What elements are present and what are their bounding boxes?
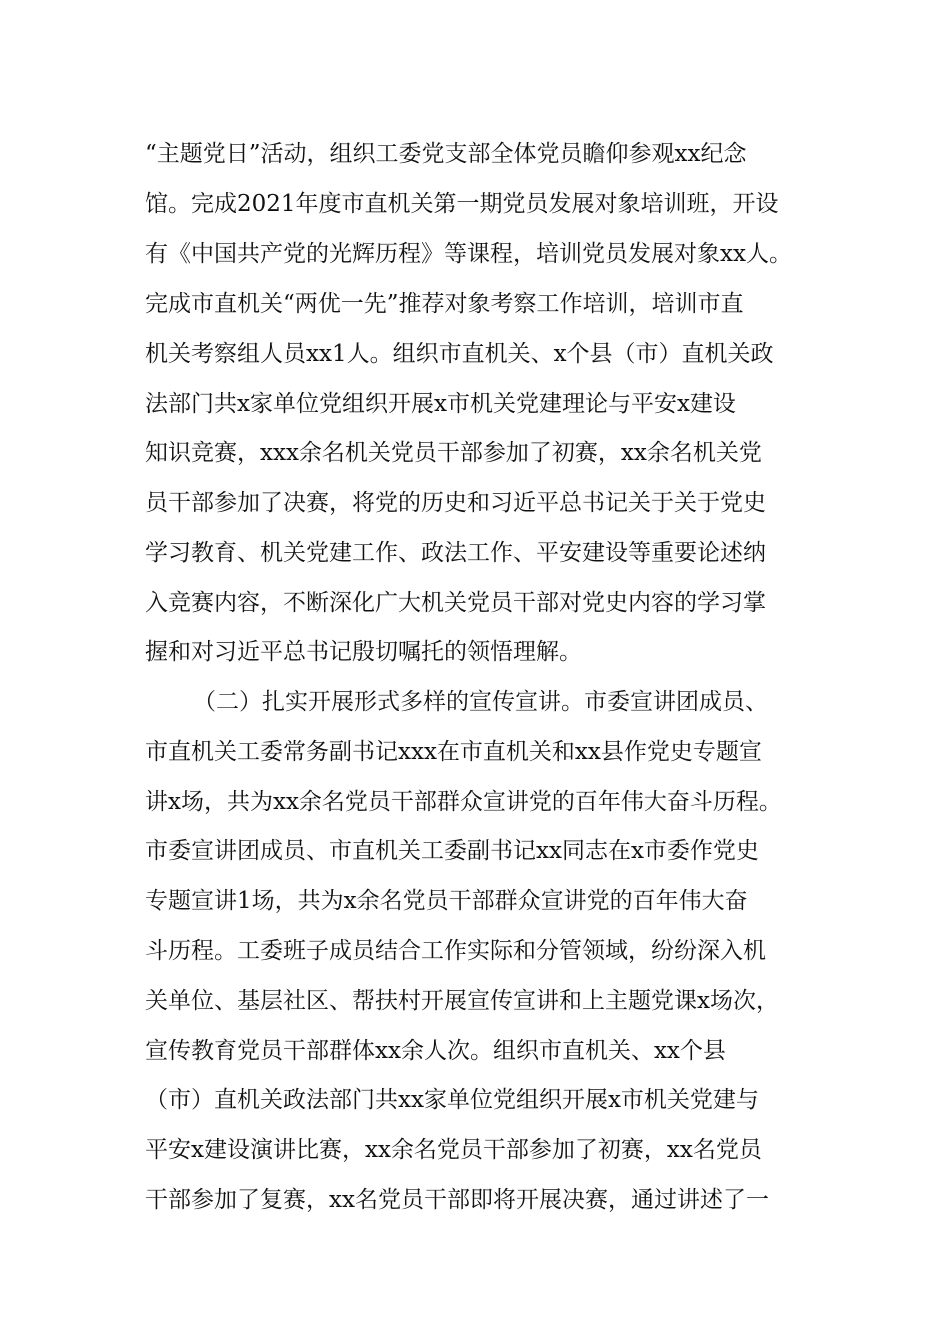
text-line: 握和对习近平总书记殷切嘱托的领悟理解。 [145,639,582,665]
paragraph-heading-line: （二）扎实开展形式多样的宣传宣讲。市委宣讲团成员、 [193,689,768,715]
text-line: 讲x场，共为xx余名党员干部群众宣讲党的百年伟大奋斗历程。 [145,789,782,815]
text-line: 馆。完成2021年度市直机关第一期党员发展对象培训班，开设 [145,191,779,217]
text-line: “主题党日”活动，组织工委党支部全体党员瞻仰参观xx纪念 [145,141,747,167]
text-line: 完成市直机关“两优一先”推荐对象考察工作培训，培训市直 [145,291,744,317]
text-line: 有《中国共产党的光辉历程》等课程，培训党员发展对象xx人。 [145,241,792,267]
text-line: 斗历程。工委班子成员结合工作实际和分管领域，纷纷深入机 [145,938,766,964]
text-line: 员干部参加了决赛，将党的历史和习近平总书记关于关于党史 [145,490,766,516]
text-line: 专题宣讲1场，共为x余名党员干部群众宣讲党的百年伟大奋 [145,888,748,914]
text-line: 市直机关工委常务副书记xxx在市直机关和xx县作党史专题宣 [145,739,762,765]
text-line: 市委宣讲团成员、市直机关工委副书记xx同志在x市委作党史 [145,838,759,864]
text-line: 入竞赛内容，不断深化广大机关党员干部对党史内容的学习掌 [145,590,766,616]
text-line: 干部参加了复赛，xx名党员干部即将开展决赛，通过讲述了一 [145,1187,769,1213]
text-line: 知识竞赛，xxx余名机关党员干部参加了初赛，xx余名机关党 [145,440,762,466]
text-line: 平安x建设演讲比赛，xx余名党员干部参加了初赛，xx名党员 [145,1137,762,1163]
text-line: （市）直机关政法部门共xx家单位党组织开展x市机关党建与 [145,1087,759,1113]
text-line: 机关考察组人员xx1人。组织市直机关、x个县（市）直机关政 [145,341,774,367]
text-line: 法部门共x家单位党组织开展x市机关党建理论与平安x建设 [145,391,736,417]
text-line: 学习教育、机关党建工作、政法工作、平安建设等重要论述纳 [145,540,766,566]
text-line: 宣传教育党员干部群体xx余人次。组织市直机关、xx个县 [145,1038,726,1064]
text-line: 关单位、基层社区、帮扶村开展宣传宣讲和上主题党课x场次， [145,988,779,1014]
